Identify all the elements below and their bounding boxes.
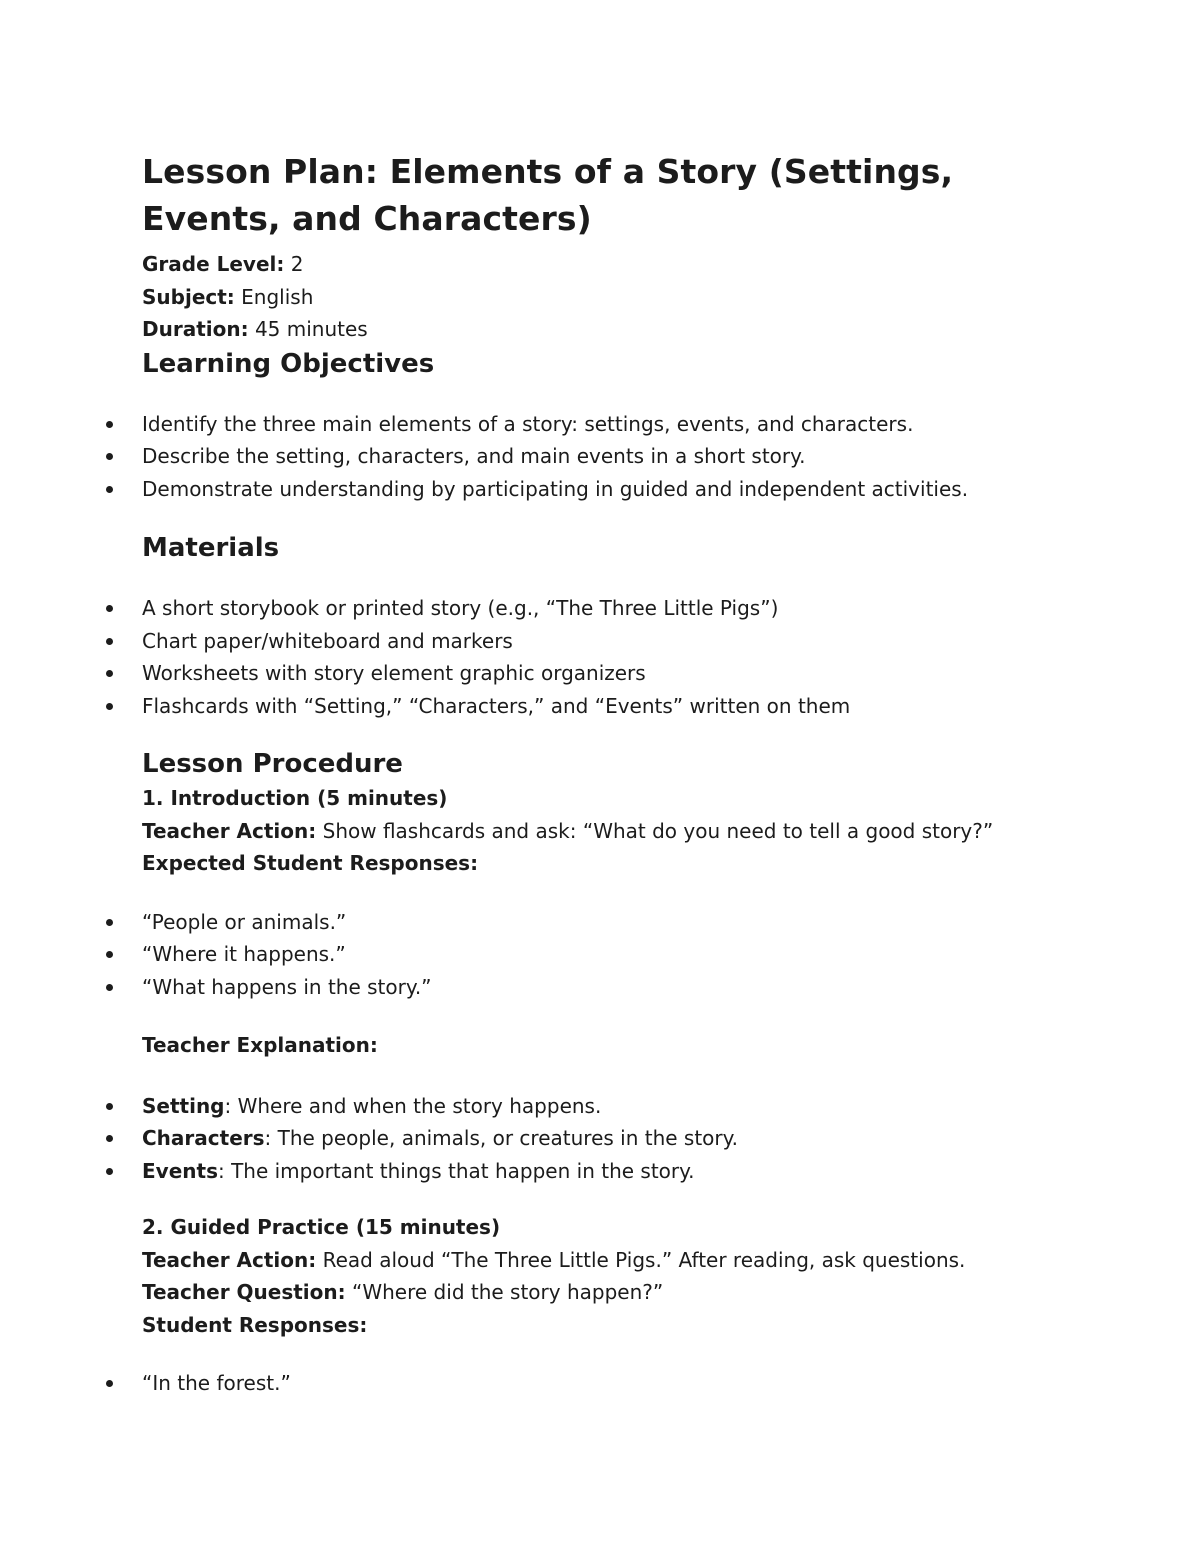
guided-practice-heading: 2. Guided Practice (15 minutes): [142, 1215, 501, 1239]
list-item: Worksheets with story element graphic organizers: [142, 657, 1070, 690]
bullet-icon: [106, 1103, 113, 1110]
bullet-icon: [106, 605, 113, 612]
procedure-heading: Lesson Procedure: [142, 749, 403, 779]
list-item: “What happens in the story.”: [142, 971, 1070, 1004]
list-item: Characters: The people, animals, or creatures in the story.: [142, 1122, 1070, 1155]
teacher-question-text: “Where did the story happen?”: [345, 1280, 664, 1304]
bullet-icon: [106, 703, 113, 710]
student-responses-list: [142, 1367, 1070, 1400]
bullet-icon: [106, 919, 113, 926]
grade-level-line: [142, 248, 1070, 281]
teacher-action-label: Teacher Action:: [142, 1247, 317, 1272]
bullet-icon: [106, 486, 113, 493]
expected-responses-list: [142, 906, 1070, 1004]
explanation-list: [142, 1090, 1070, 1188]
grade-level-label: Grade Level:: [142, 252, 285, 276]
bullet-icon: [106, 1380, 113, 1387]
teacher-question-label: Teacher Question:: [142, 1280, 346, 1304]
teacher-explanation-label: Teacher Explanation:: [142, 1033, 378, 1057]
guided-teacher-action: [142, 1244, 1070, 1277]
teacher-action-label: Teacher Action:: [142, 818, 317, 843]
expected-responses-label: Expected Student Responses:: [142, 851, 479, 875]
objectives-list: [142, 408, 1070, 506]
bullet-icon: [106, 984, 113, 991]
bullet-icon: [106, 670, 113, 677]
intro-teacher-action: [142, 815, 1070, 848]
subject-label: Subject:: [142, 284, 235, 309]
subject-line: [142, 281, 1070, 314]
list-item: Identify the three main elements of a story: settings, events, and characters.: [142, 408, 1070, 441]
list-item: Setting: Where and when the story happens.: [142, 1090, 1070, 1123]
duration-value: 45 minutes: [254, 317, 368, 341]
teacher-action-text: Read aloud “The Three Little Pigs.” After reading, ask questions.: [316, 1247, 966, 1272]
term-characters: Characters: [142, 1126, 265, 1150]
list-item: Flashcards with “Setting,” “Characters,” and “Events” written on them: [142, 690, 1070, 723]
list-item: “In the forest.”: [142, 1367, 1070, 1400]
student-responses-label: Student Responses:: [142, 1312, 368, 1337]
teacher-action-text: Show flashcards and ask: “What do you need to tell a good story?”: [316, 818, 994, 843]
subject-value: English: [241, 284, 314, 309]
list-item: A short storybook or printed story (e.g., “The Three Little Pigs”): [142, 592, 1070, 625]
materials-heading: Materials: [142, 533, 280, 563]
materials-list: [142, 592, 1070, 722]
bullet-icon: [106, 421, 113, 428]
bullet-icon: [106, 951, 113, 958]
guided-teacher-question: [142, 1276, 1070, 1309]
list-item: Describe the setting, characters, and main events in a short story.: [142, 440, 1070, 473]
list-item: Events: The important things that happen in the story.: [142, 1155, 1070, 1188]
page-title: Lesson Plan: Elements of a Story (Settings, Events, and Characters): [142, 152, 954, 238]
term-setting: Setting: [142, 1093, 225, 1118]
bullet-icon: [106, 1168, 113, 1175]
bullet-icon: [106, 638, 113, 645]
duration-label: Duration:: [142, 317, 249, 341]
bullet-icon: [106, 453, 113, 460]
list-item: “People or animals.”: [142, 906, 1070, 939]
objectives-heading: Learning Objectives: [142, 348, 435, 379]
term-events: Events: [142, 1158, 218, 1183]
list-item: “Where it happens.”: [142, 938, 1070, 971]
bullet-icon: [106, 1135, 113, 1142]
duration-line: [142, 313, 1070, 346]
list-item: Demonstrate understanding by participating in guided and independent activities.: [142, 473, 1070, 506]
list-item: Chart paper/whiteboard and markers: [142, 625, 1070, 658]
introduction-heading: 1. Introduction (5 minutes): [142, 786, 448, 810]
grade-level-value: 2: [290, 252, 304, 276]
